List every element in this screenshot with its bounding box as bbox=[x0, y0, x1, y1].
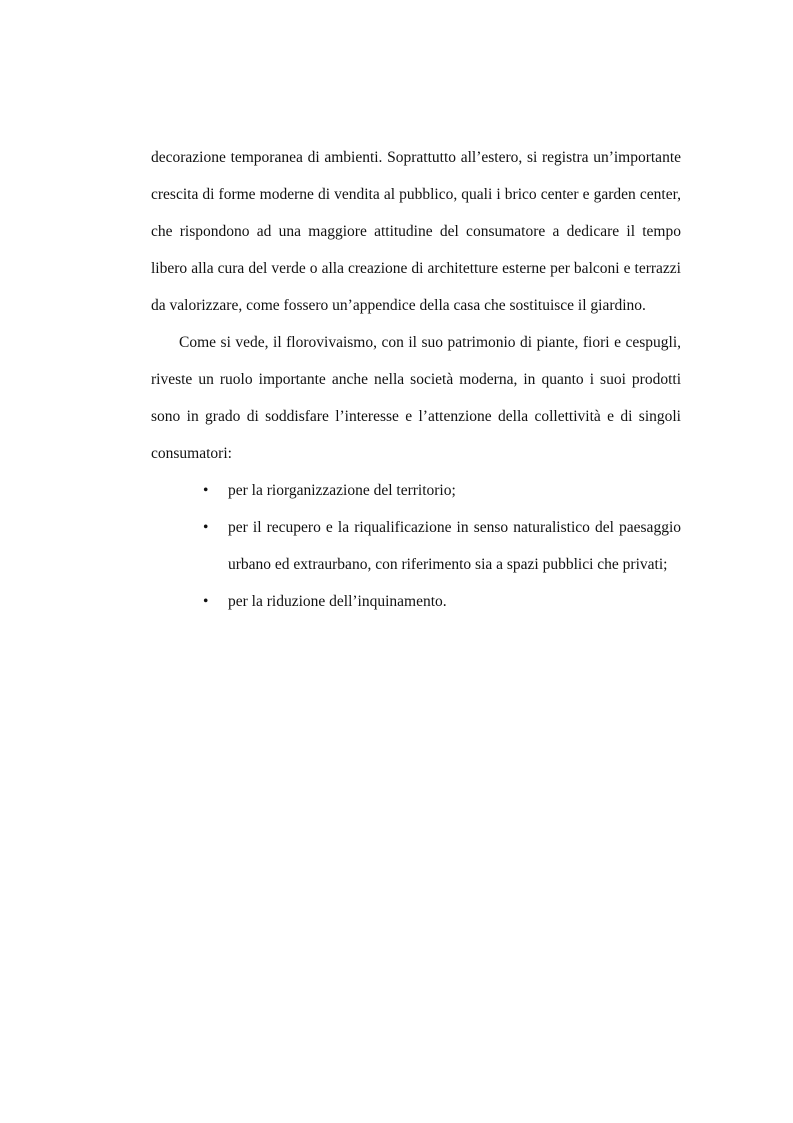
list-item bbox=[203, 509, 681, 583]
paragraph-florovivaismo: Come si vede, il florovivaismo, con il suo patrimonio di piante, fiori e cespugli, riveste un ruolo importante anche nella società moderna, in quanto i suoi prodotti sono in grado di soddisfare l’interesse e l’attenzione della collettività e di singoli consumatori: bbox=[151, 334, 681, 462]
list-item bbox=[203, 472, 681, 509]
bullet-icon: • bbox=[203, 519, 209, 536]
bullet-list bbox=[151, 472, 681, 620]
document-page bbox=[151, 139, 681, 620]
list-item-text: per la riorganizzazione del territorio; bbox=[228, 482, 456, 499]
list-item bbox=[203, 583, 681, 620]
paragraph-continuation: decorazione temporanea di ambienti. Soprattutto all’estero, si registra un’importante crescita di forme moderne di vendita al pubblico, quali i brico center e garden center, che rispondono ad una maggiore attitudine del consumatore a dedicare il tempo libero alla cura del verde o alla creazione di architetture esterne per balconi e terrazzi da valorizzare, come fossero un’appendice della casa che sostituisce il giardino. bbox=[151, 149, 681, 314]
list-item-text: per il recupero e la riqualificazione in senso naturalistico del paesaggio urbano ed extraurbano, con riferimento sia a spazi pubblici che privati; bbox=[228, 519, 681, 573]
bullet-icon: • bbox=[203, 593, 209, 610]
bullet-icon: • bbox=[203, 482, 209, 499]
list-item-text: per la riduzione dell’inquinamento. bbox=[228, 593, 447, 610]
